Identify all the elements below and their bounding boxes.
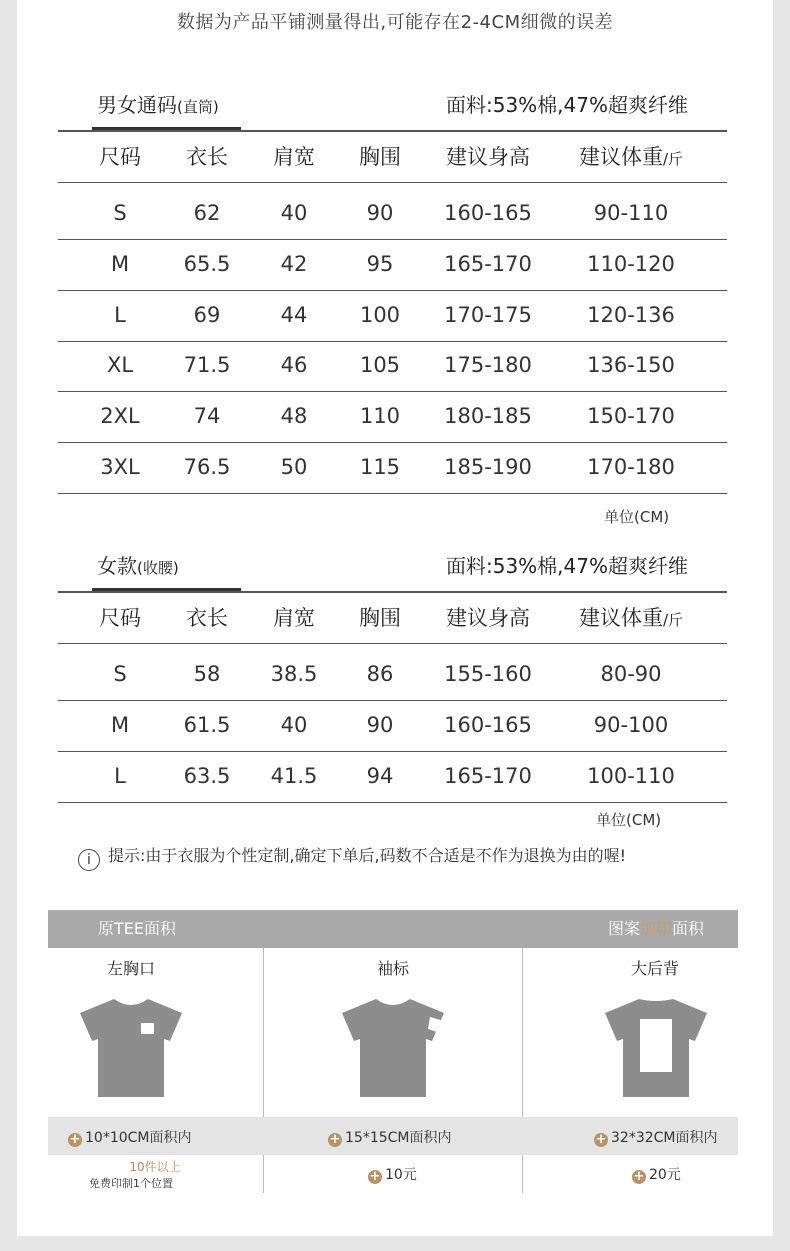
womens-subtitle: (收腰) bbox=[137, 559, 179, 577]
price-sleeve bbox=[368, 1164, 417, 1184]
womens-header-shoulder: 肩宽 bbox=[273, 606, 315, 630]
promo-line-1: 10件以上 bbox=[129, 1160, 181, 1174]
womens-title: 女款 bbox=[97, 554, 137, 578]
cell-size: 3XL bbox=[100, 455, 140, 479]
price-back bbox=[632, 1164, 681, 1184]
cell-chest: 95 bbox=[366, 251, 394, 276]
row-divider bbox=[58, 493, 727, 494]
print-bar-right bbox=[608, 910, 704, 948]
cell-size: L bbox=[114, 302, 126, 327]
cell-height: 180-185 bbox=[444, 404, 532, 429]
mens-divider bbox=[58, 182, 727, 183]
cell-size: S bbox=[113, 662, 127, 686]
cell-size: M bbox=[110, 712, 130, 737]
cell-size: L bbox=[114, 763, 126, 788]
print-area-bar bbox=[48, 910, 738, 948]
option-title-back: 大后背 bbox=[630, 959, 680, 978]
cell-height: 175-180 bbox=[444, 353, 532, 378]
cell-size: M bbox=[110, 251, 130, 276]
cell-weight: 90-110 bbox=[593, 201, 669, 225]
womens-header-height: 建议身高 bbox=[446, 606, 530, 630]
cell-height: 155-160 bbox=[444, 662, 532, 686]
mens-title: 男女通码 bbox=[97, 93, 177, 117]
mens-header-chest: 胸围 bbox=[359, 145, 401, 169]
cell-chest: 86 bbox=[366, 662, 394, 686]
mens-subtitle: (直筒) bbox=[177, 98, 219, 116]
spec-left-chest-text: 10*10CM面积内 bbox=[85, 1130, 192, 1146]
cell-weight: 120-136 bbox=[587, 302, 675, 327]
table-row bbox=[0, 396, 790, 436]
size-tip bbox=[78, 843, 626, 871]
womens-header-chest: 胸围 bbox=[359, 606, 401, 630]
spec-sleeve-text: 15*15CM面积内 bbox=[345, 1130, 452, 1146]
womens-divider bbox=[58, 643, 727, 644]
womens-weight-unit: /斤 bbox=[662, 611, 684, 629]
mens-header-shoulder: 肩宽 bbox=[273, 145, 315, 169]
cell-height: 185-190 bbox=[444, 455, 532, 479]
measurement-notice: 数据为产品平铺测量得出,可能存在2-4CM细微的误差 bbox=[176, 12, 614, 33]
mens-weight-unit: /斤 bbox=[662, 150, 684, 168]
womens-header-length: 衣长 bbox=[186, 606, 228, 630]
table-row bbox=[0, 654, 790, 694]
cell-weight: 136-150 bbox=[587, 353, 675, 378]
womens-fabric: 面料:53%棉,47%超爽纤维 bbox=[445, 554, 688, 578]
cell-chest: 105 bbox=[359, 353, 401, 378]
column-divider bbox=[263, 948, 264, 1193]
print-bar-right-a: 图案 bbox=[607, 919, 640, 938]
womens-unit: 单位(CM) bbox=[596, 811, 662, 829]
info-icon: i bbox=[78, 849, 100, 871]
womens-section-title bbox=[97, 550, 179, 579]
spec-back-text: 32*32CM面积内 bbox=[611, 1130, 718, 1146]
row-divider bbox=[58, 802, 727, 803]
price-sleeve-text: 10元 bbox=[385, 1167, 417, 1183]
table-row bbox=[0, 295, 790, 335]
cell-weight: 80-90 bbox=[600, 662, 662, 686]
cell-height: 160-165 bbox=[444, 201, 532, 225]
cell-weight: 110-120 bbox=[587, 251, 675, 276]
cell-height: 160-165 bbox=[444, 712, 532, 737]
cell-chest: 110 bbox=[359, 404, 401, 429]
print-bar-left: 原TEE面积 bbox=[98, 919, 176, 938]
mens-header-weight bbox=[579, 137, 683, 177]
cell-chest: 115 bbox=[359, 455, 401, 479]
row-divider bbox=[58, 290, 727, 291]
womens-header-rule bbox=[58, 591, 727, 593]
cell-weight: 150-170 bbox=[587, 404, 675, 429]
table-row bbox=[0, 345, 790, 385]
cell-length: 58 bbox=[193, 662, 221, 686]
mens-header-weight-label: 建议体重 bbox=[578, 145, 663, 169]
cell-shoulder: 41.5 bbox=[270, 763, 318, 788]
cell-length: 74 bbox=[193, 404, 221, 429]
plus-icon: + bbox=[69, 1132, 81, 1147]
cell-length: 62 bbox=[193, 201, 221, 225]
cell-height: 165-170 bbox=[444, 763, 532, 788]
plus-icon: + bbox=[633, 1169, 645, 1184]
row-divider bbox=[58, 239, 727, 240]
column-divider bbox=[522, 948, 523, 1193]
row-divider bbox=[58, 442, 727, 443]
cell-shoulder: 42 bbox=[280, 251, 308, 276]
cell-length: 61.5 bbox=[183, 712, 231, 737]
plus-icon: + bbox=[329, 1132, 341, 1147]
womens-header-size: 尺码 bbox=[99, 606, 141, 630]
cell-size: XL bbox=[106, 353, 134, 378]
cell-shoulder: 38.5 bbox=[270, 662, 318, 686]
cell-length: 71.5 bbox=[183, 353, 231, 378]
mens-header-size: 尺码 bbox=[99, 145, 141, 169]
plus-icon: + bbox=[595, 1132, 607, 1147]
tip-text: 提示:由于衣服为个性定制,确定下单后,码数不合适是不作为退换为由的喔! bbox=[108, 846, 626, 865]
cell-length: 63.5 bbox=[183, 763, 231, 788]
cell-chest: 90 bbox=[366, 712, 394, 737]
promo-line-2: 免费印制1个位置 bbox=[89, 1177, 173, 1190]
price-back-text: 20元 bbox=[649, 1167, 681, 1183]
cell-length: 76.5 bbox=[183, 455, 231, 479]
option-title-sleeve: 袖标 bbox=[376, 959, 410, 978]
cell-chest: 100 bbox=[359, 302, 401, 327]
cell-shoulder: 46 bbox=[280, 353, 308, 378]
womens-header-row bbox=[0, 598, 790, 638]
table-row bbox=[0, 447, 790, 487]
print-bar-right-highlight: 加印 bbox=[639, 919, 672, 938]
tshirt-sleeve-icon bbox=[340, 995, 446, 1101]
tshirt-left-chest-icon bbox=[78, 995, 184, 1101]
row-divider bbox=[58, 700, 727, 701]
cell-shoulder: 44 bbox=[280, 302, 308, 327]
cell-shoulder: 40 bbox=[280, 201, 308, 225]
spec-sleeve bbox=[328, 1127, 451, 1147]
plus-icon: + bbox=[369, 1169, 381, 1184]
cell-chest: 90 bbox=[366, 201, 394, 225]
row-divider bbox=[58, 751, 727, 752]
mens-header-rule bbox=[58, 130, 727, 132]
mens-header-row bbox=[0, 137, 790, 177]
mens-fabric: 面料:53%棉,47%超爽纤维 bbox=[445, 93, 688, 117]
table-row bbox=[0, 705, 790, 745]
cell-height: 170-175 bbox=[444, 302, 532, 327]
tshirt-back-icon bbox=[603, 995, 709, 1101]
cell-chest: 94 bbox=[366, 763, 394, 788]
cell-weight: 90-100 bbox=[593, 712, 669, 737]
option-title-left-chest: 左胸口 bbox=[106, 959, 156, 978]
womens-header-weight-label: 建议体重 bbox=[578, 606, 663, 630]
cell-shoulder: 48 bbox=[280, 404, 308, 429]
print-bar-right-c: 面积 bbox=[671, 919, 704, 938]
spec-back bbox=[594, 1127, 717, 1147]
womens-header-weight bbox=[579, 598, 683, 638]
cell-weight: 100-110 bbox=[587, 763, 675, 788]
cell-size: S bbox=[113, 201, 127, 225]
cell-shoulder: 40 bbox=[280, 712, 308, 737]
table-row bbox=[0, 193, 790, 233]
cell-length: 69 bbox=[193, 302, 221, 327]
mens-unit: 单位(CM) bbox=[604, 508, 670, 526]
row-divider bbox=[58, 341, 727, 342]
cell-shoulder: 50 bbox=[280, 455, 308, 479]
table-row bbox=[0, 244, 790, 284]
cell-height: 165-170 bbox=[444, 251, 532, 276]
mens-header-length: 衣长 bbox=[186, 145, 228, 169]
cell-size: 2XL bbox=[100, 404, 140, 429]
row-divider bbox=[58, 391, 727, 392]
spec-left-chest bbox=[68, 1127, 191, 1147]
mens-section-title bbox=[97, 89, 219, 118]
mens-header-height: 建议身高 bbox=[446, 145, 530, 169]
table-row bbox=[0, 756, 790, 796]
cell-length: 65.5 bbox=[183, 251, 231, 276]
cell-weight: 170-180 bbox=[587, 455, 675, 479]
